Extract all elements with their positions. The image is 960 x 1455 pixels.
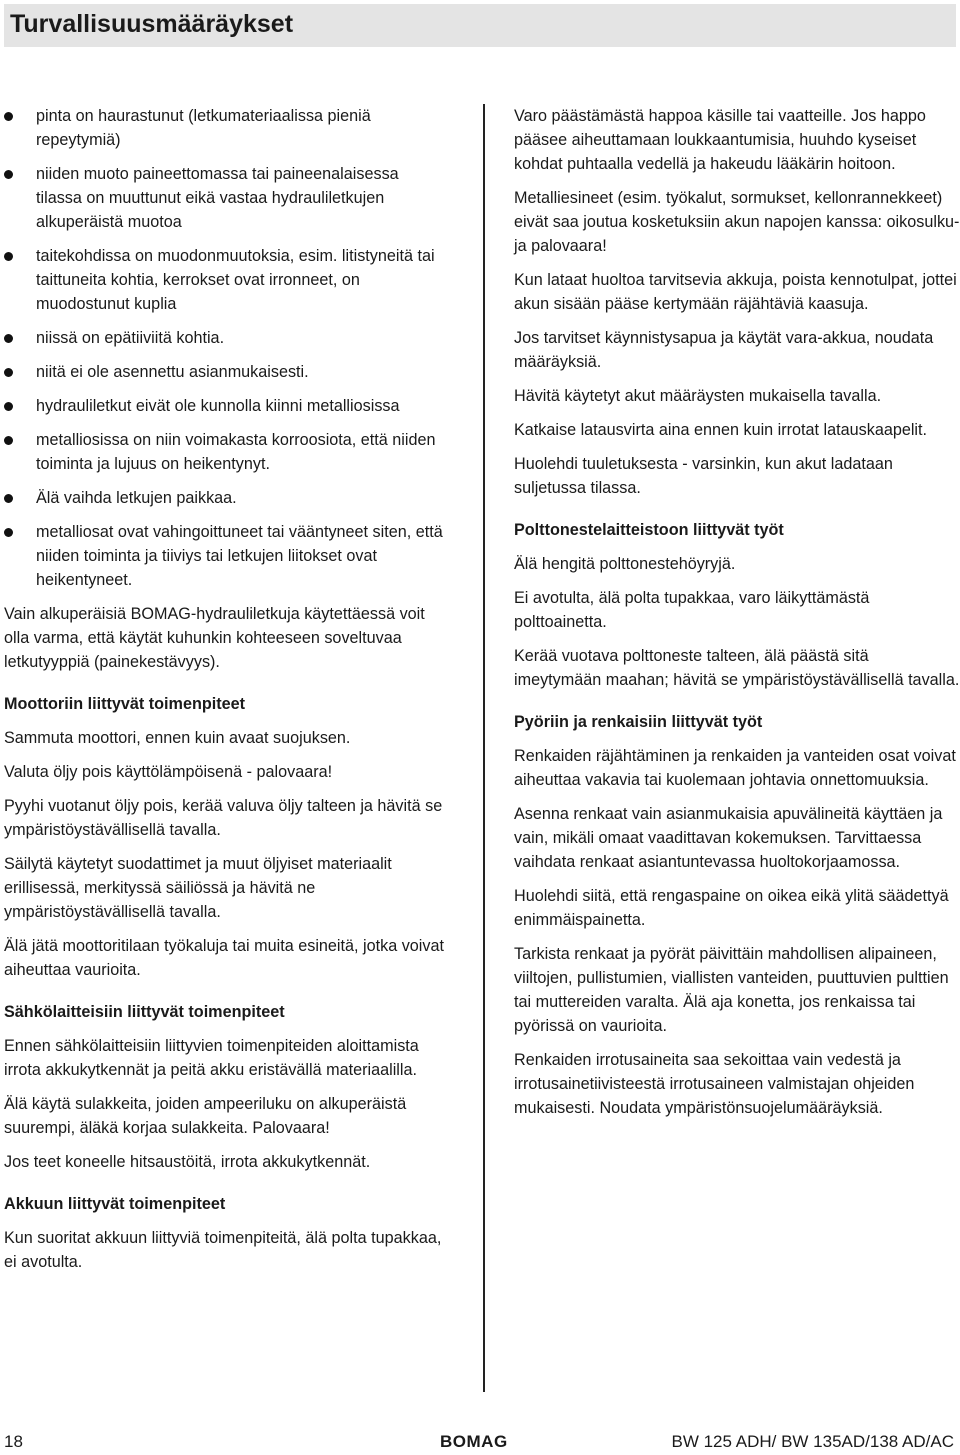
engine-paragraph: Älä jätä moottoritilaan työkaluja tai muita esineitä, jotka voivat aiheuttaa vaurioita.: [4, 937, 444, 979]
fuel-paragraph: Kerää vuotava polttoneste talteen, älä päästä sitä imeytymään maahan; hävitä se ympäristöystävällisellä tavalla.: [514, 647, 960, 689]
fuel-heading: Polttonestelaitteistoon liittyvät työt: [514, 521, 784, 539]
engine-paragraph: Sammuta moottori, ennen kuin avaat suojuksen.: [4, 729, 351, 747]
bullet-icon: [4, 170, 13, 179]
fuel-paragraph: Ei avotulta, älä polta tupakkaa, varo läikyttämästä polttoainetta.: [514, 589, 870, 631]
hose-intro-paragraph: Vain alkuperäisiä BOMAG-hydrauliletkuja käytettäessä voit olla varma, että käytät kuhunkin kohteeseen soveltuvaa letkutyyppiä (painekestävyys).: [4, 605, 425, 671]
engine-heading: Moottoriin liittyvät toimenpiteet: [4, 695, 246, 713]
list-item: metalliosat ovat vahingoittuneet tai vääntyneet siten, että niiden toiminta ja tiiviys tai letkujen liitokset ovat heikentyneet.: [4, 520, 444, 592]
battery-paragraph: Kun lataat huoltoa tarvitsevia akkuja, poista kennotulpat, jottei akun sisään pääse kertymään räjähtäviä kaasuja.: [514, 271, 957, 313]
engine-paragraph: Pyyhi vuotanut öljy pois, kerää valuva öljy talteen ja hävitä se ympäristöystävällisellä tavalla.: [4, 797, 443, 839]
bullet-icon: [4, 494, 13, 503]
page-number: 18: [4, 1432, 23, 1451]
fuel-paragraph: Älä hengitä polttonestehöyryjä.: [514, 555, 736, 573]
battery-paragraph: Katkaise latausvirta aina ennen kuin irrotat latauskaapelit.: [514, 421, 928, 439]
wheels-paragraph: Asenna renkaat vain asianmukaisia apuvälineitä käyttäen ja vain, mikäli omaat vaadittavan kokemuksen. Tarvittaessa vaihdata renkaat asiantuntevassa huoltokorjaamossa.: [514, 805, 943, 871]
page-footer: [4, 1432, 960, 1455]
list-item: Älä vaihda letkujen paikkaa.: [4, 486, 444, 510]
electric-paragraph: Älä käytä sulakkeita, joiden ampeeriluku on alkuperäistä suurempi, äläkä korjaa sulakkeita. Palovaara!: [4, 1095, 407, 1137]
bullet-icon: [4, 402, 13, 411]
battery-paragraph: Kun suoritat akkuun liittyviä toimenpiteitä, älä polta tupakkaa, ei avotulta.: [4, 1229, 442, 1271]
list-item: niitä ei ole asennettu asianmukaisesti.: [4, 360, 444, 384]
wheels-paragraph: Renkaiden räjähtäminen ja renkaiden ja vanteiden osat voivat aiheuttaa vakavia tai kuolemaan johtavia onnettomuuksia.: [514, 747, 956, 789]
bullet-icon: [4, 112, 13, 121]
page-title: Turvallisuusmääräykset: [10, 10, 294, 38]
electric-heading: Sähkölaitteisiin liittyvät toimenpiteet: [4, 1003, 285, 1021]
engine-paragraph: Säilytä käytetyt suodattimet ja muut öljyiset materiaalit erillisessä, merkityssä säiliössä ja hävitä ne ympäristöystävällisellä tavalla.: [4, 855, 392, 921]
brand-name: BOMAG: [440, 1432, 508, 1451]
hose-condition-list: [4, 104, 444, 592]
list-item: hydrauliletkut eivät ole kunnolla kiinni metalliosissa: [4, 394, 444, 418]
left-column: [4, 104, 444, 1284]
title-bar: [4, 4, 956, 47]
bullet-icon: [4, 528, 13, 537]
battery-paragraph: Metalliesineet (esim. työkalut, sormukset, kellonrannekkeet) eivät saa joutua kosketuksiin akun napojen kanssa: oikosulku- ja palovaara!: [514, 189, 960, 255]
wheels-heading: Pyöriin ja renkaisiin liittyvät työt: [514, 713, 763, 731]
battery-paragraph: Hävitä käytetyt akut määräysten mukaisella tavalla.: [514, 387, 882, 405]
list-item: niiden muoto paineettomassa tai paineenalaisessa tilassa on muuttunut eikä vastaa hydrauliletkujen alkuperäistä muotoa: [4, 162, 444, 234]
list-item: niissä on epätiiviitä kohtia.: [4, 326, 444, 350]
wheels-paragraph: Renkaiden irrotusaineita saa sekoittaa vain vedestä ja irrotusainetiivisteestä irrotusaineen valmistajan ohjeiden mukaisesti. Noudata ympäristönsuojelumääräyksiä.: [514, 1051, 915, 1117]
electric-paragraph: Jos teet koneelle hitsaustöitä, irrota akkukytkennät.: [4, 1153, 371, 1171]
list-item: metalliosissa on niin voimakasta korroosiota, että niiden toiminta ja lujuus on heikentynyt.: [4, 428, 444, 476]
list-item: pinta on haurastunut (letkumateriaalissa pieniä repeytymiä): [4, 104, 444, 152]
list-item: taitekohdissa on muodonmuutoksia, esim. litistyneitä tai taittuneita kohtia, kerrokset ovat irronneet, on muodostunut kuplia: [4, 244, 444, 316]
bullet-icon: [4, 436, 13, 445]
engine-paragraph: Valuta öljy pois käyttölämpöisenä - palovaara!: [4, 763, 333, 781]
bullet-icon: [4, 368, 13, 377]
model-name: BW 125 ADH/ BW 135AD/138 AD/AC: [671, 1432, 954, 1451]
battery-paragraph: Varo päästämästä happoa käsille tai vaatteille. Jos happo pääsee aiheuttamaan loukkaantumisia, huuhdo kyseiset kohdat puhtaalla vedellä ja hakeudu lääkärin hoitoon.: [514, 107, 926, 173]
column-divider: [483, 104, 485, 1392]
wheels-paragraph: Huolehdi siitä, että rengaspaine on oikea eikä ylitä säädettyä enimmäispainetta.: [514, 887, 949, 929]
battery-paragraph: Huolehdi tuuletuksesta - varsinkin, kun akut ladataan suljetussa tilassa.: [514, 455, 893, 497]
right-column: [514, 104, 960, 1130]
bullet-icon: [4, 334, 13, 343]
electric-paragraph: Ennen sähkölaitteisiin liittyvien toimenpiteiden aloittamista irrota akkukytkennät ja peitä akku eristävällä materiaalilla.: [4, 1037, 419, 1079]
battery-paragraph: Jos tarvitset käynnistysapua ja käytät vara-akkua, noudata määräyksiä.: [514, 329, 934, 371]
bullet-icon: [4, 252, 13, 261]
battery-heading: Akkuun liittyvät toimenpiteet: [4, 1195, 226, 1213]
wheels-paragraph: Tarkista renkaat ja pyörät päivittäin mahdollisen alipaineen, viiltojen, pullistumien, viallisten vanteiden, puuttuvien pulttien tai muttereiden varalta. Älä aja konetta, jos renkaissa tai pyörissä on vaurioita.: [514, 945, 949, 1035]
